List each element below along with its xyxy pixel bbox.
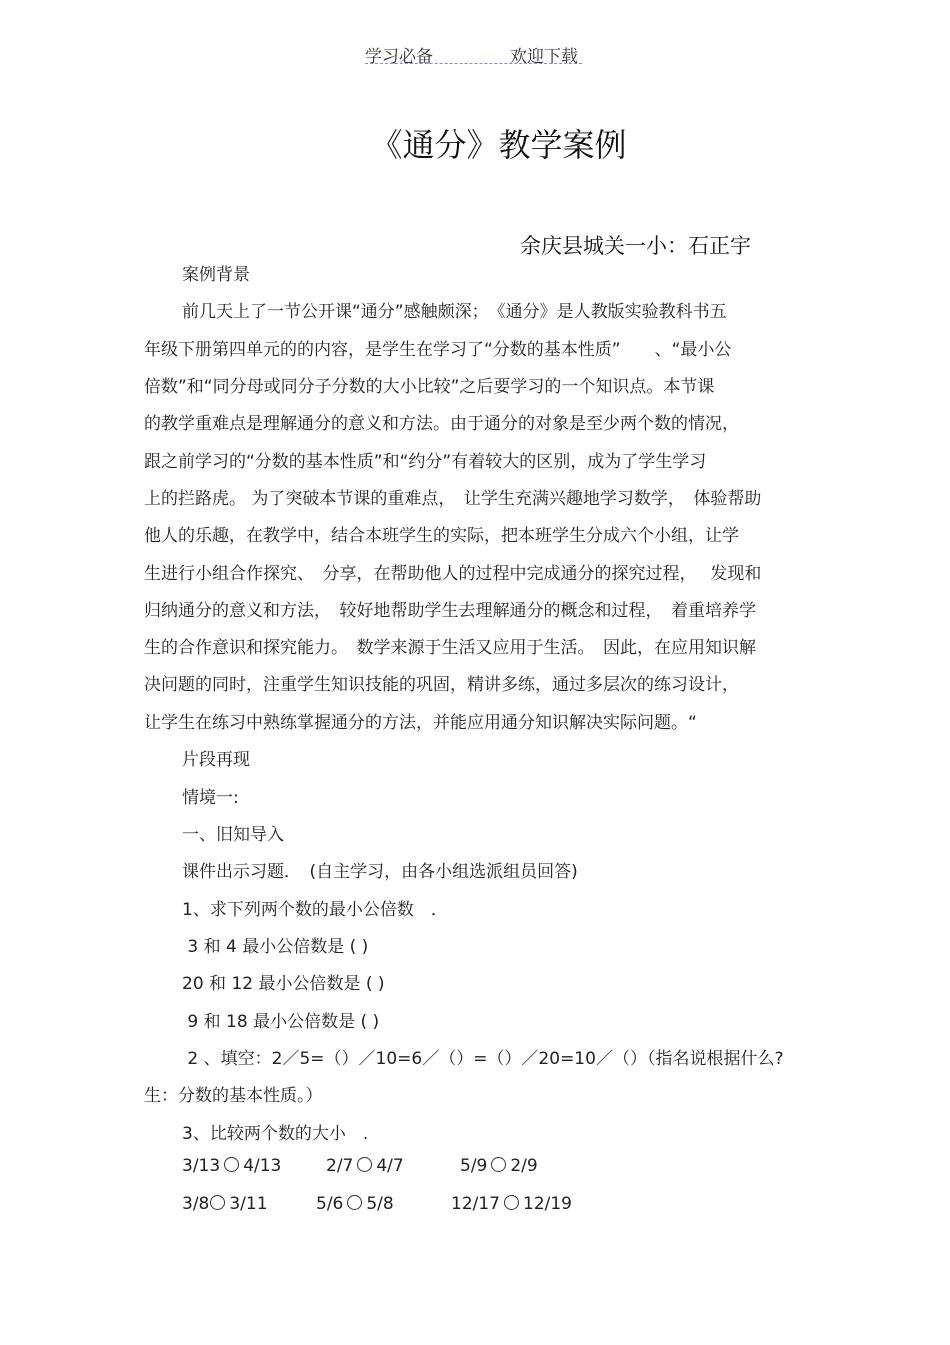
compare-circle-icon [210,1195,225,1210]
compare-circle-icon [357,1157,372,1172]
compare-circle-icon [347,1195,362,1210]
comparison-pair: 3/13 4/13 [182,1156,282,1176]
paragraph-line: 年级下册第四单元的的内容，是学生在学习了“分数的基本性质” 、“最小公 [144,340,732,360]
author-line: 余庆县城关一小：石正宇 [520,234,751,258]
document-title: 《通分》教学案例 [370,126,627,164]
comparison-pair: 3/8 3/11 [182,1194,268,1214]
paragraph-line: 归纳通分的意义和方法， 较好地帮助学生去理解通分的概念和过程， 着重培养学 [144,601,756,621]
question-3-prompt: 3、比较两个数的大小 . [182,1124,369,1144]
question-1-item: 20 和 12 最小公倍数是 ( ) [182,974,385,994]
compare-circle-icon [224,1157,239,1172]
paragraph-line: 的教学重难点是理解通分的意义和方法。由于通分的对象是至少两个数的情况， [144,414,739,434]
paragraph-line: 前几天上了一节公开课“通分”感触颇深； 《通分》是人教版实验教科书五 [182,302,727,322]
background-heading: 案例背景 [182,265,250,285]
paragraph-line: 跟之前学习的“分数的基本性质”和“约分”有着较大的区别，成为了学生学习 [144,452,707,472]
paragraph-line: 上的拦路虎。 为了突破本节课的重难点， 让学生充满兴趣地学习数学， 体验帮助 [144,489,762,509]
comparison-pair: 12/17 12/19 [451,1194,572,1214]
scenario-heading: 情境一: [182,788,239,808]
question-1-prompt: 1、求下列两个数的最小公倍数 ． [182,900,448,920]
part-heading: 一、旧知导入 [182,825,284,845]
compare-circle-icon [491,1157,506,1172]
paragraph-line: 倍数”和“同分母或同分子分数的大小比较”之后要学习的一个知识点。本节课 [144,377,715,397]
paragraph-line: 生的合作意识和探究能力。 数学来源于生活又应用于生活。 因此，在应用知识解 [144,638,756,658]
paragraph-line: 他人的乐趣，在教学中，结合本班学生的实际，把本班学生分成六个小组，让学 [144,526,739,546]
paragraph-line: 决问题的同时，注重学生知识技能的巩固，精讲多练，通过多层次的练习设计， [144,675,739,695]
exercise-intro: 课件出示习题． (自主学习，由各小组选派组员回答) [182,862,578,882]
header-underline [365,63,582,64]
comparison-pair: 2/7 4/7 [326,1156,404,1176]
question-2-answer: 生：分数的基本性质。） [144,1086,323,1106]
comparison-pair: 5/9 2/9 [460,1156,538,1176]
header-right: 欢迎下载 [510,47,578,67]
comparison-pair: 5/6 5/8 [316,1194,394,1214]
paragraph-line: 生进行小组合作探究、 分享，在帮助他人的过程中完成通分的探究过程， 发现和 [144,564,762,584]
question-1-item: 9 和 18 最小公倍数是 ( ) [182,1012,380,1032]
segment-heading: 片段再现 [182,750,250,770]
question-1-item: 3 和 4 最小公倍数是 ( ) [182,937,369,957]
compare-circle-icon [504,1195,519,1210]
question-2-line: 2 、填空：2／5=（）／10=6／（）=（）／20=10／（）（指名说根据什么? [182,1049,784,1069]
paragraph-line: 让学生在练习中熟练掌握通分的方法，并能应用通分知识解决实际问题。“ [144,713,697,733]
header-left: 学习必备 [365,47,433,67]
